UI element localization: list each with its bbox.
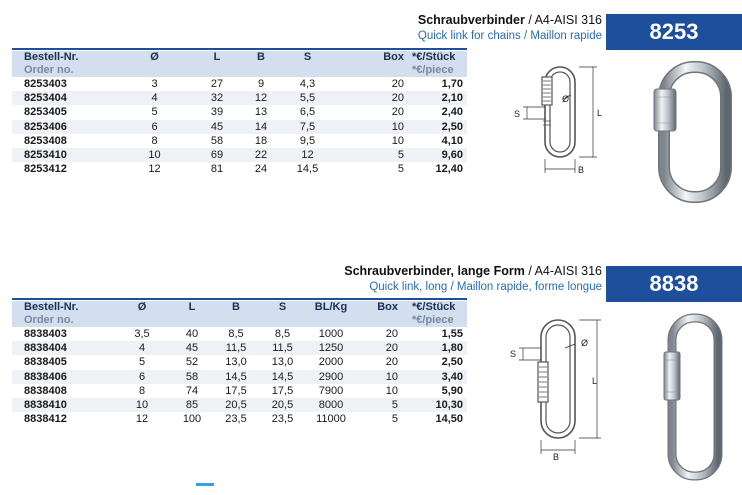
table-cell: 8 <box>138 384 146 397</box>
table-cell: 17,5 <box>225 384 247 397</box>
label-dia: Ø <box>562 94 570 104</box>
col-s: S <box>278 301 287 313</box>
table-cell: 6 <box>138 370 146 383</box>
box-cell: 20 <box>385 342 398 355</box>
price-cell: 2,50 <box>441 120 463 133</box>
col-s: S <box>303 51 312 63</box>
box-cell: 10 <box>385 370 398 383</box>
label-l: L <box>592 376 598 386</box>
section-title <box>418 13 602 27</box>
col-blkg: BL/Kg <box>314 301 348 313</box>
order-number: 8838405 <box>24 356 67 369</box>
table-row <box>12 148 467 162</box>
col-b: B <box>232 301 240 313</box>
box-cell: 10 <box>391 134 404 147</box>
box-cell: 5 <box>391 413 398 426</box>
order-number: 8253410 <box>24 149 67 162</box>
box-cell: 5 <box>391 399 398 412</box>
col-order: Bestell-Nr. <box>24 301 79 313</box>
table-row <box>12 370 467 384</box>
order-number: 8838406 <box>24 370 67 383</box>
table-cell: 5 <box>138 356 146 369</box>
col-box: Box <box>383 51 404 63</box>
title-bold: Schraubverbinder <box>417 13 525 27</box>
box-cell: 20 <box>391 106 404 119</box>
article-badge: 8253 <box>606 14 742 50</box>
table-row <box>12 355 467 369</box>
table-cell: 12 <box>301 149 314 162</box>
table-header-subrow <box>12 64 467 77</box>
product-table <box>12 301 467 426</box>
table-cell: 7900 <box>318 384 344 397</box>
price-cell: 1,55 <box>441 328 463 340</box>
price-cell: 2,40 <box>441 106 463 119</box>
table-cell: 1250 <box>318 342 344 355</box>
table-cell: 3 <box>151 78 158 90</box>
sleeve-photo <box>654 89 676 131</box>
order-number: 8253403 <box>24 78 67 90</box>
table-cell: 12 <box>254 92 268 105</box>
label-s: S <box>514 109 521 119</box>
sleeve-photo <box>664 352 680 400</box>
table-cell: 24 <box>254 163 268 176</box>
article-badge: 8838 <box>606 266 742 302</box>
table-cell: 9 <box>257 78 265 90</box>
table-cell: 11000 <box>316 413 346 426</box>
table-cell: 22 <box>254 149 268 162</box>
table-cell: 45 <box>210 120 224 133</box>
order-number: 8253404 <box>24 92 67 105</box>
section-8253 <box>0 0 742 245</box>
table-cell: 11,5 <box>272 342 293 355</box>
product-table <box>12 51 467 176</box>
table-cell: 10 <box>148 149 161 162</box>
table-cell: 23,5 <box>271 413 294 426</box>
order-number: 8838410 <box>24 399 67 412</box>
order-number: 8253405 <box>24 106 67 119</box>
table-cell: 5 <box>151 106 158 119</box>
table-cell: 1000 <box>318 328 344 340</box>
table-cell: 14,5 <box>271 370 294 383</box>
table-cell: 58 <box>210 134 224 147</box>
price-cell: 5,90 <box>441 384 463 397</box>
table-cell: 4 <box>138 342 146 355</box>
table-cell: 23,5 <box>225 413 247 426</box>
table-cell: 4 <box>151 92 158 105</box>
col-price-sub: *€/piece <box>412 314 454 326</box>
table-cell: 39 <box>210 106 224 119</box>
table-cell: 12 <box>135 413 149 426</box>
table-cell: 10 <box>135 399 149 412</box>
table-row <box>12 134 467 148</box>
table-cell: 58 <box>185 370 199 383</box>
col-price: *€/Stück <box>412 51 456 63</box>
table-cell: 8000 <box>318 399 344 412</box>
table-cell: 52 <box>185 356 199 369</box>
table-cell: 8 <box>151 134 158 147</box>
price-cell: 4,10 <box>441 134 463 147</box>
table-cell: 2000 <box>318 356 344 369</box>
table-row <box>12 162 467 176</box>
table-row <box>12 384 467 398</box>
order-number: 8838408 <box>24 384 67 397</box>
table-cell: 9,5 <box>299 134 316 147</box>
table-cell: 32 <box>210 92 224 105</box>
order-number: 8838404 <box>24 342 67 355</box>
col-order: Bestell-Nr. <box>24 51 79 63</box>
box-cell: 10 <box>385 384 398 397</box>
table-cell: 14 <box>254 120 268 133</box>
title-rest: / A4-AISI 316 <box>524 264 602 278</box>
section-subtitle: Quick link for chains / Maillon rapide <box>417 30 602 42</box>
table-cell: 17,5 <box>271 384 294 397</box>
price-cell: 10,30 <box>435 399 463 412</box>
table-cell: 14,5 <box>296 163 319 176</box>
title-bold: Schraubverbinder, lange Form <box>344 264 525 278</box>
table-cell: 74 <box>185 384 199 397</box>
section-title <box>344 264 602 278</box>
order-number: 8838412 <box>24 413 67 426</box>
section-8838 <box>0 250 742 495</box>
col-price: *€/Stück <box>412 301 456 313</box>
table-header-row <box>12 301 467 314</box>
col-l: L <box>188 301 196 313</box>
order-number: 8253406 <box>24 120 67 133</box>
table-cell: 3,5 <box>134 328 150 340</box>
table-topline <box>12 298 467 300</box>
table-cell: 12 <box>148 163 161 176</box>
col-b: B <box>257 51 265 63</box>
col-box: Box <box>377 301 398 313</box>
box-cell: 5 <box>397 163 404 176</box>
table-cell: 81 <box>210 163 224 176</box>
table-row <box>12 327 467 341</box>
col-order-sub: Order no. <box>24 314 74 326</box>
table-cell: 6,5 <box>299 106 316 119</box>
price-cell: 2,10 <box>441 92 463 105</box>
table-cell: 85 <box>185 399 199 412</box>
table-row <box>12 91 467 105</box>
label-b: B <box>553 452 560 462</box>
table-cell: 5,5 <box>299 92 316 105</box>
table-cell: 40 <box>185 328 199 340</box>
table-cell: 20,5 <box>225 399 247 412</box>
table-cell: 27 <box>210 78 224 90</box>
box-cell: 20 <box>391 92 404 105</box>
table-cell: 7,5 <box>299 120 316 133</box>
table-cell: 45 <box>185 342 199 355</box>
label-dia: Ø <box>581 338 589 348</box>
table-cell: 13 <box>254 106 268 119</box>
table-cell: 6 <box>151 120 158 133</box>
price-cell: 3,40 <box>441 370 463 383</box>
box-cell: 20 <box>385 328 398 340</box>
table-cell: 13,0 <box>271 356 294 369</box>
table-row <box>12 398 467 412</box>
quick-link-diagram <box>505 55 610 180</box>
price-cell: 1,80 <box>441 342 463 355</box>
table-row <box>12 120 467 134</box>
price-cell: 12,40 <box>435 163 463 176</box>
table-cell: 11,5 <box>225 342 247 355</box>
table-topline <box>12 48 467 50</box>
quick-link-photo <box>640 55 740 205</box>
label-l: L <box>597 108 603 118</box>
section-subtitle: Quick link, long / Maillon rapide, forme longue <box>369 281 602 293</box>
price-cell: 1,70 <box>441 78 463 90</box>
table-header-row <box>12 51 467 64</box>
table-cell: 2900 <box>318 370 344 383</box>
table-cell: 14,5 <box>225 370 247 383</box>
col-l: L <box>213 51 221 63</box>
table-cell: 8,5 <box>274 328 291 340</box>
price-cell: 14,50 <box>435 413 463 426</box>
table-header-subrow <box>12 314 467 327</box>
box-cell: 5 <box>397 149 404 162</box>
title-rest: / A4-AISI 316 <box>524 13 602 27</box>
table-row <box>12 341 467 355</box>
order-number: 8838403 <box>24 328 67 340</box>
label-b: B <box>578 165 585 175</box>
table-row <box>12 77 467 91</box>
price-cell: 2,50 <box>441 356 463 369</box>
order-number: 8253408 <box>24 134 67 147</box>
box-cell: 20 <box>385 356 398 369</box>
table-cell: 13,0 <box>225 356 247 369</box>
order-number: 8253412 <box>24 163 67 176</box>
col-order-sub: Order no. <box>24 64 74 76</box>
table-row <box>12 412 467 426</box>
col-price-sub: *€/piece <box>412 64 454 76</box>
table-cell: 4,3 <box>299 78 316 90</box>
col-dia: Ø <box>137 301 147 313</box>
table-cell: 8,5 <box>228 328 244 340</box>
label-s: S <box>510 349 517 359</box>
price-cell: 9,60 <box>441 149 463 162</box>
col-dia: Ø <box>150 51 159 63</box>
table-cell: 18 <box>254 134 268 147</box>
long-link-photo <box>650 312 742 482</box>
footer-accent <box>196 483 214 486</box>
box-cell: 20 <box>391 78 404 90</box>
table-cell: 100 <box>182 413 202 426</box>
long-link-diagram <box>505 312 610 462</box>
table-cell: 20,5 <box>271 399 294 412</box>
table-row <box>12 105 467 119</box>
table-cell: 69 <box>210 149 224 162</box>
box-cell: 10 <box>391 120 404 133</box>
